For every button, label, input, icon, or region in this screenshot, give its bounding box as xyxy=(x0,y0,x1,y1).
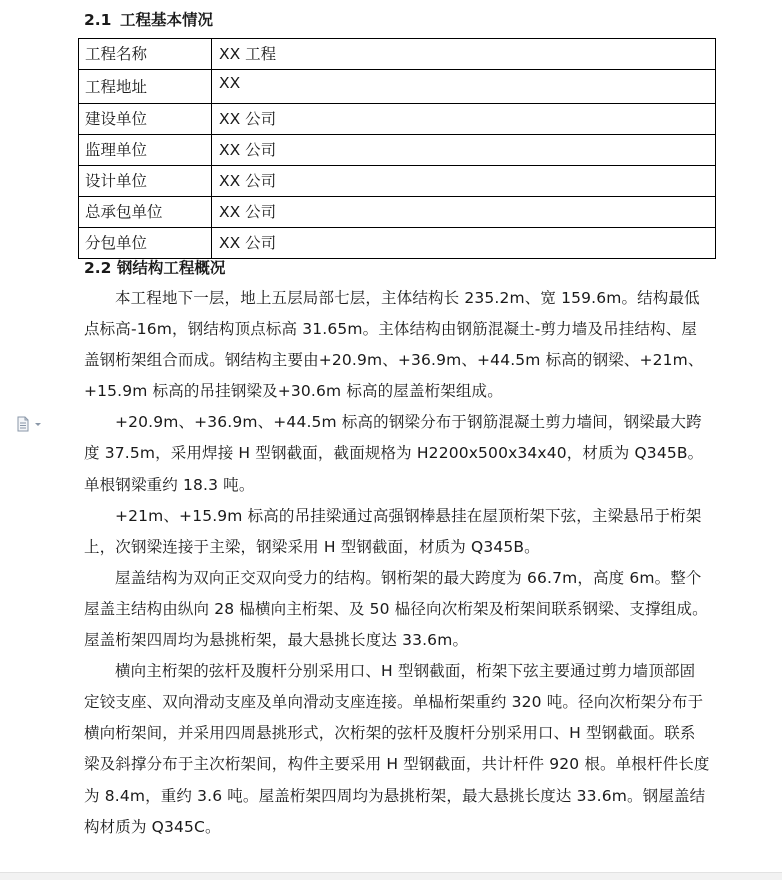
section-heading-2-1 xyxy=(84,8,213,30)
table-label-cell: 设计单位 xyxy=(79,166,212,197)
table-value-cell: XX 公司 xyxy=(212,197,716,228)
table-row xyxy=(79,39,716,70)
body-text xyxy=(84,283,710,843)
table-row xyxy=(79,228,716,259)
section-number: 2.1 xyxy=(84,11,112,29)
table-row xyxy=(79,70,716,104)
paragraph: 本工程地下一层，地上五层局部七层，主体结构长 235.2m、宽 159.6m。结构最低点标高-16m，钢结构顶点标高 31.65m。主体结构由钢筋混凝土-剪力墙及吊挂结构、屋盖钢桁架组合而成。钢结构主要由+20.9m、+36.9m、+44.5m 标高的钢梁、+21m、+15.9m 标高的吊挂钢梁及+30.6m 标高的屋盖桁架组成。 xyxy=(84,289,704,401)
paragraph: 屋盖结构为双向正交双向受力的结构。钢桁架的最大跨度为 66.7m，高度 6m。整个屋盖主结构由纵向 28 榀横向主桁架、及 50 榀径向次桁架及桁架间联系钢梁、支撑组成。屋盖桁架四周均为悬挑桁架，最大悬挑长度达 33.6m。 xyxy=(84,568,708,650)
table-value-cell: XX 公司 xyxy=(212,228,716,259)
table-row xyxy=(79,135,716,166)
table-label-cell: 工程地址 xyxy=(79,70,212,104)
table-label-cell: 工程名称 xyxy=(79,39,212,70)
table-row xyxy=(79,104,716,135)
document-icon[interactable] xyxy=(16,416,44,432)
table-label-cell: 建设单位 xyxy=(79,104,212,135)
document-icon-glyph xyxy=(16,416,44,432)
section-heading-2-2: 2.2 钢结构工程概况 xyxy=(84,259,226,277)
table-value-cell: XX 公司 xyxy=(212,135,716,166)
section-title: 工程基本情况 xyxy=(120,11,214,29)
table-value-cell: XX 公司 xyxy=(212,166,716,197)
table-label-cell: 监理单位 xyxy=(79,135,212,166)
table-value-cell: XX 公司 xyxy=(212,104,716,135)
table-row xyxy=(79,197,716,228)
table-label-cell: 分包单位 xyxy=(79,228,212,259)
table-row xyxy=(79,166,716,197)
table-value-cell: XX xyxy=(212,70,716,104)
project-info-table xyxy=(78,38,716,259)
table-label-cell: 总承包单位 xyxy=(79,197,212,228)
paragraph: +20.9m、+36.9m、+44.5m 标高的钢梁分布于钢筋混凝土剪力墙间，钢梁最大跨度 37.5m，采用焊接 H 型钢截面，截面规格为 H2200x500x34x40，材质为 Q345B。单根钢梁重约 18.3 吨。 xyxy=(84,413,704,494)
paragraph: +21m、+15.9m 标高的吊挂梁通过高强钢棒悬挂在屋顶桁架下弦，主梁悬吊于桁架上，次钢梁连接于主梁，钢梁采用 H 型钢截面，材质为 Q345B。 xyxy=(84,506,702,556)
paragraph: 横向主桁架的弦杆及腹杆分别采用口、H 型钢截面，桁架下弦主要通过剪力墙顶部固定铰支座、双向滑动支座及单向滑动支座连接。单榀桁架重约 320 吨。径向次桁架分布于横向桁架间，并采用四周悬挑形式，次桁架的弦杆及腹杆分别采用口、H 型钢截面。联系梁及斜撑分布于主次桁架间，构件主要采用 H 型钢截面，共计杆件 920 根。单根杆件长度为 8.4m，重约 3.6 吨。屋盖桁架四周均为悬挑桁架，最大悬挑长度达 33.6m。钢屋盖结构材质为 Q345C。 xyxy=(84,662,710,836)
table-value-cell: XX 工程 xyxy=(212,39,716,70)
